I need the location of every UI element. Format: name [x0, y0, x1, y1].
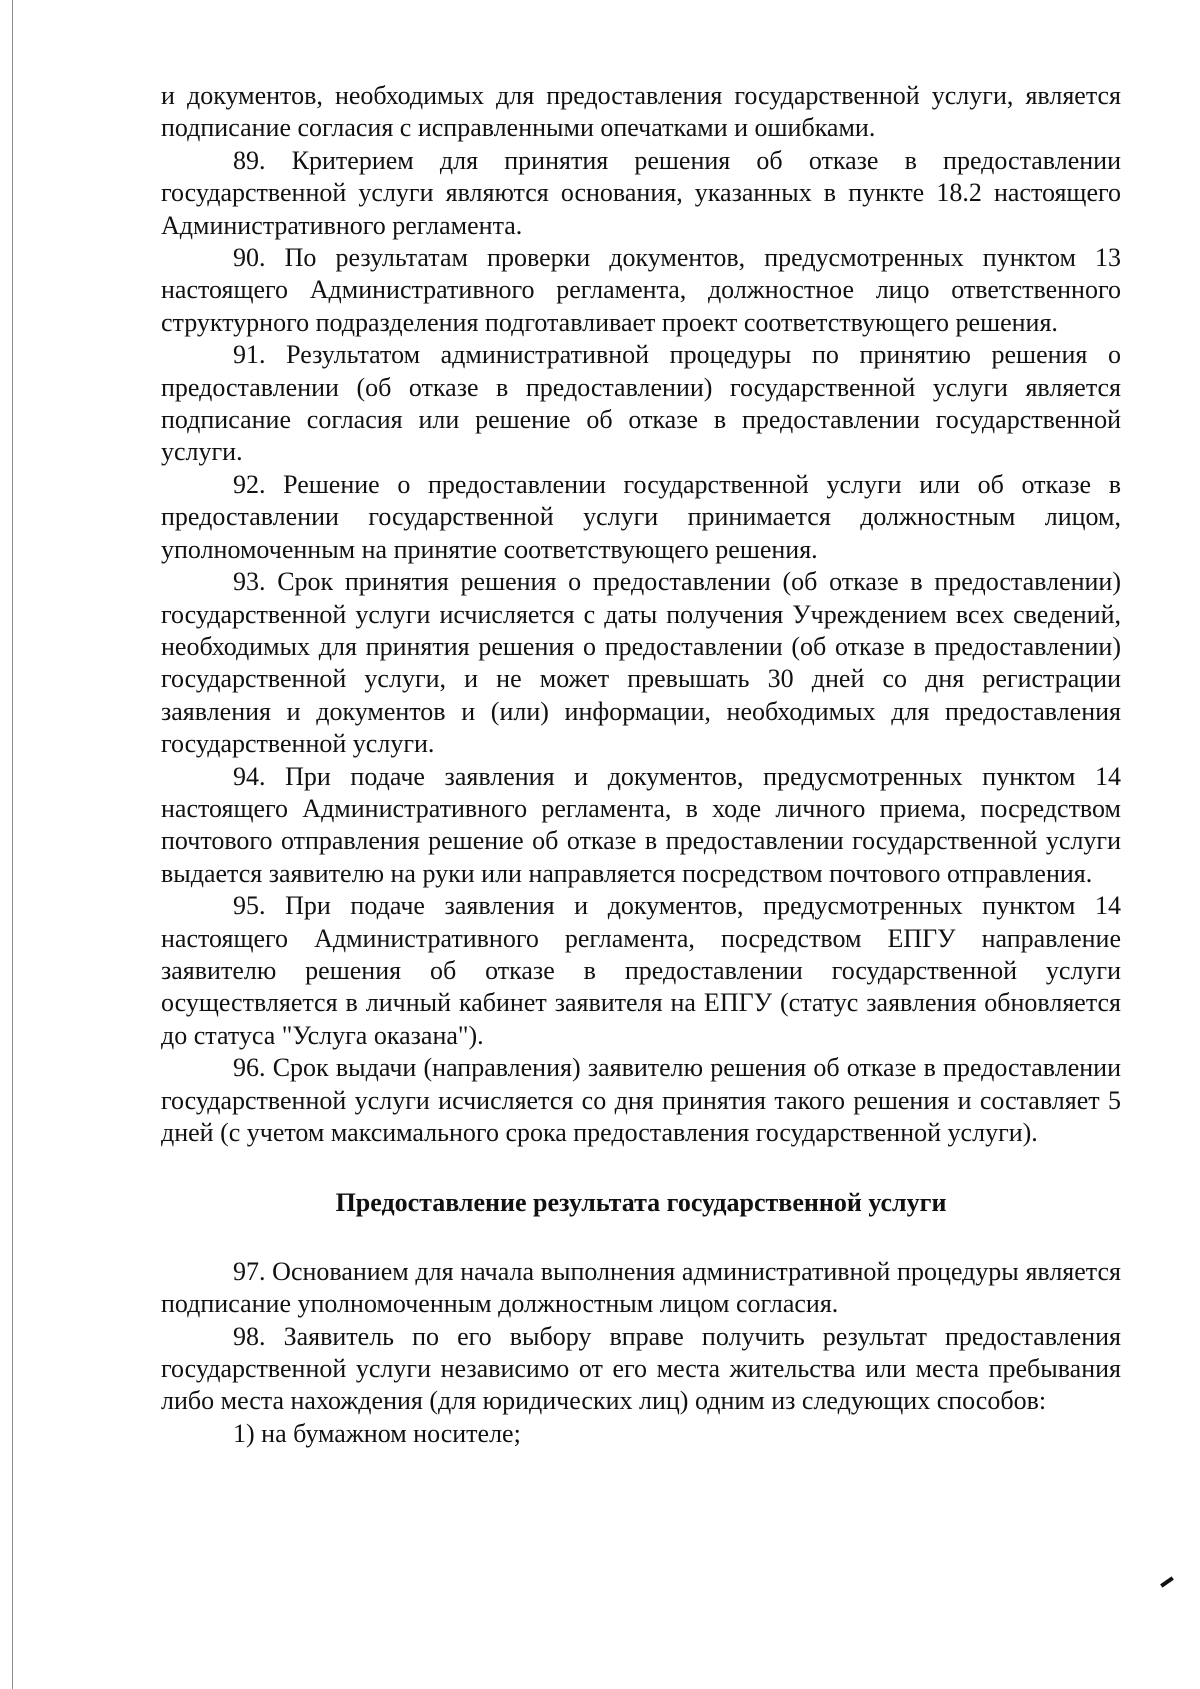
- paragraph-89: 89. Критерием для принятия решения об отказе в предоставлении государственной услуги являются основания, указанных в пункте 18.2 настоящего Административного регламента.: [161, 145, 1121, 240]
- paragraph-91: 91. Результатом административной процедуры по принятию решения о предоставлении (об отказе в предоставлении) государственной услуги является подписание согласия или решение об отказе в предоставлении государственной услуги.: [161, 340, 1121, 467]
- paragraph-98-item-1: 1) на бумажном носителе;: [233, 1418, 521, 1448]
- paragraph-94: 94. При подаче заявления и документов, предусмотренных пунктом 14 настоящего Административного регламента, в ходе личного приема, посредством почтового отправления решение об отказе в предоставлении государственной услуги выдается заявителю на руки или направляется посредством почтового отправления.: [161, 761, 1121, 888]
- scan-mark: [1160, 1576, 1174, 1587]
- paragraph-88-continuation: и документов, необходимых для предоставления государственной услуги, является подписание согласия с исправленными опечатками и ошибками.: [161, 81, 1121, 143]
- document-body: [161, 80, 1121, 1450]
- paragraph-96: 96. Срок выдачи (направления) заявителю решения об отказе в предоставлении государственной услуги исчисляется со дня принятия такого решения и составляет 5 дней (с учетом максимального срока предоставления государственной услуги).: [161, 1053, 1121, 1147]
- paragraph-97: 97. Основанием для начала выполнения административной процедуры является подписание уполномоченным должностным лицом согласия.: [161, 1256, 1121, 1319]
- paragraph-95: 95. При подаче заявления и документов, предусмотренных пунктом 14 настоящего Административного регламента, посредством ЕПГУ направление заявителю решения об отказе в предоставлении государственной услуги осуществляется в личный кабинет заявителя на ЕПГУ (статус заявления обновляется до статуса "Услуга оказана").: [161, 891, 1121, 1050]
- paragraph-90: 90. По результатам проверки документов, предусмотренных пунктом 13 настоящего Административного регламента, должностное лицо ответственного структурного подразделения подготавливает проект соответствующего решения.: [161, 243, 1121, 337]
- scan-edge-line: [12, 0, 13, 1689]
- paragraph-98: 98. Заявитель по его выбору вправе получить результат предоставления государственной услуги независимо от его места жительства или места пребывания либо места нахождения (для юридических лиц) одним из следующих способов:: [161, 1321, 1121, 1416]
- paragraph-93: 93. Срок принятия решения о предоставлении (об отказе в предоставлении) государственной услуги исчисляется с даты получения Учреждением всех сведений, необходимых для принятия решения о предоставлении (об отказе в предоставлении) государственной услуги, и не может превышать 30 дней со дня регистрации заявления и документов и (или) информации, необходимых для предоставления государственной услуги.: [161, 567, 1121, 759]
- paragraph-92: 92. Решение о предоставлении государственной услуги или об отказе в предоставлении государственной услуги принимается должностным лицом, уполномоченным на принятие соответствующего решения.: [161, 469, 1121, 564]
- section-heading: Предоставление результата государственной услуги: [335, 1188, 947, 1218]
